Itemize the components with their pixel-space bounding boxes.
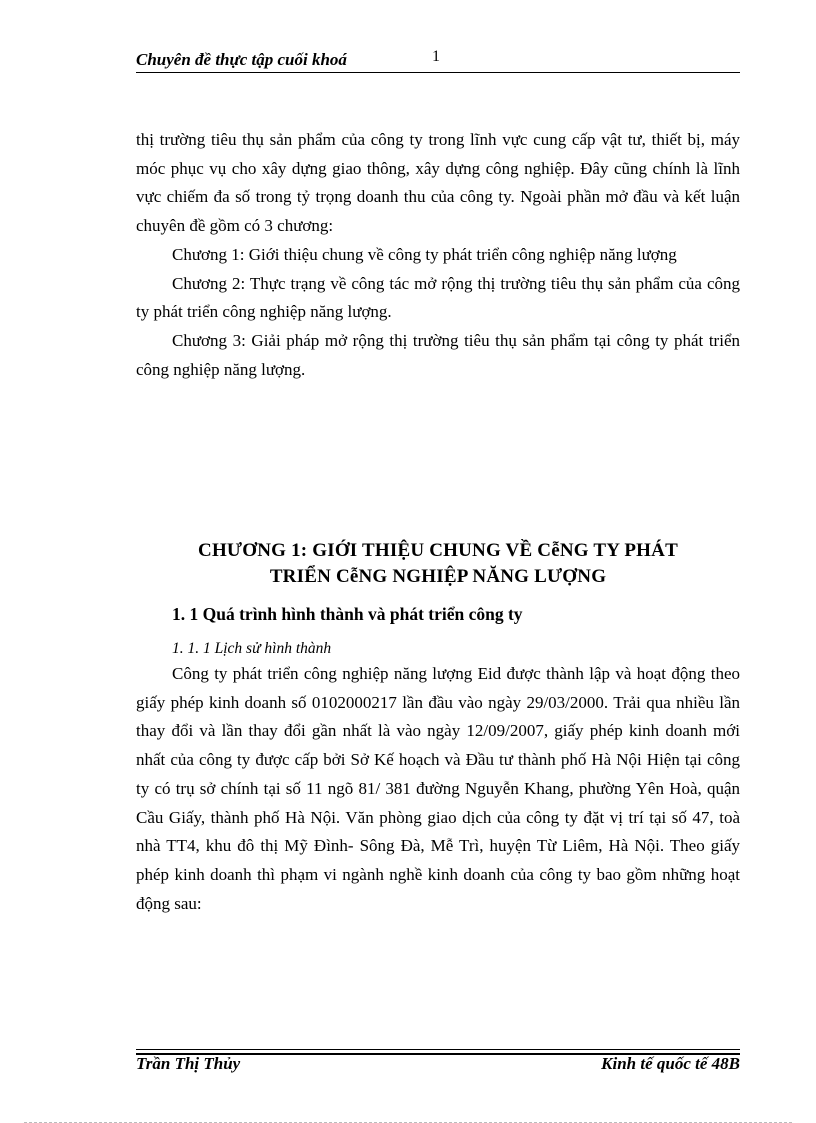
subsection-heading: 1. 1. 1 Lịch sử hình thành [172,640,332,657]
footer-divider-thin [136,1049,740,1050]
section-heading: 1. 1 Quá trình hình thành và phát triển công ty [172,604,523,624]
page-header [136,48,740,72]
header-divider [136,72,740,73]
chapter-heading-line-2: TRIỂN CễNG NGHIỆP NĂNG LƯỢNG [269,566,607,587]
header-title: Chuyên đề thực tập cuối khoá [136,50,347,69]
chapter-3-summary: Chương 3: Giải pháp mở rộng thị trường tiêu thụ sản phẩm tại công ty phát triển công nghiệp năng lượng. [136,330,740,379]
chapter-1-summary: Chương 1: Giới thiệu chung về công ty phát triển công nghiệp năng lượng [172,244,677,264]
intro-paragraph: thị trường tiêu thụ sản phẩm của công ty trong lĩnh vực cung cấp vật tư, thiết bị, máy móc phục vụ cho xây dựng giao thông, xây dựng công nghiệp. Đây cũng chính là lĩnh vực chiếm đa số trong tỷ trọng doanh thu của công ty. Ngoài phần mở đầu và kết luận chuyên đề gồm có 3 chương: [136,130,740,236]
history-section [136,660,740,918]
footer-class: Kinh tế quốc tế 48B [601,1054,740,1073]
intro-section [136,126,740,384]
chapter-heading-line-1: CHƯƠNG 1: GIỚI THIỆU CHUNG VỀ CễNG TY PHÁT [198,540,678,561]
footer-author: Trần Thị Thủy [136,1054,241,1073]
history-paragraph: Công ty phát triển công nghiệp năng lượng Eid được thành lập và hoạt động theo giấy phép kinh doanh số 0102000217 lần đầu vào ngày 29/03/2000. Trải qua nhiều lần thay đổi và lần thay đổi gần nhất là vào ngày 12/09/2007, giấy phép kinh doanh mới nhất của công ty được cấp bởi Sở Kế hoạch và Đầu tư thành phố Hà Nội Hiện tại công ty có trụ sở chính tại số 11 ngõ 81/ 381 đường Nguyễn Khang, phường Yên Hoà, quận Cầu Giấy, thành phố Hà Nội. Văn phòng giao dịch của công ty đặt vị trí tại số 47, toà nhà TT4, khu đô thị Mỹ Đình- Sông Đà, Mễ Trì, huyện Từ Liêm, Hà Nội. Theo giấy phép kinh doanh thì phạm vi ngành nghề kinh doanh của công ty bao gồm những hoạt động sau: [136,664,740,913]
chapter-heading [136,538,740,590]
chapter-2-summary: Chương 2: Thực trạng về công tác mở rộng thị trường tiêu thụ sản phẩm của công ty phát triển công nghiệp năng lượng. [136,273,740,322]
page-number: 1 [432,48,440,65]
